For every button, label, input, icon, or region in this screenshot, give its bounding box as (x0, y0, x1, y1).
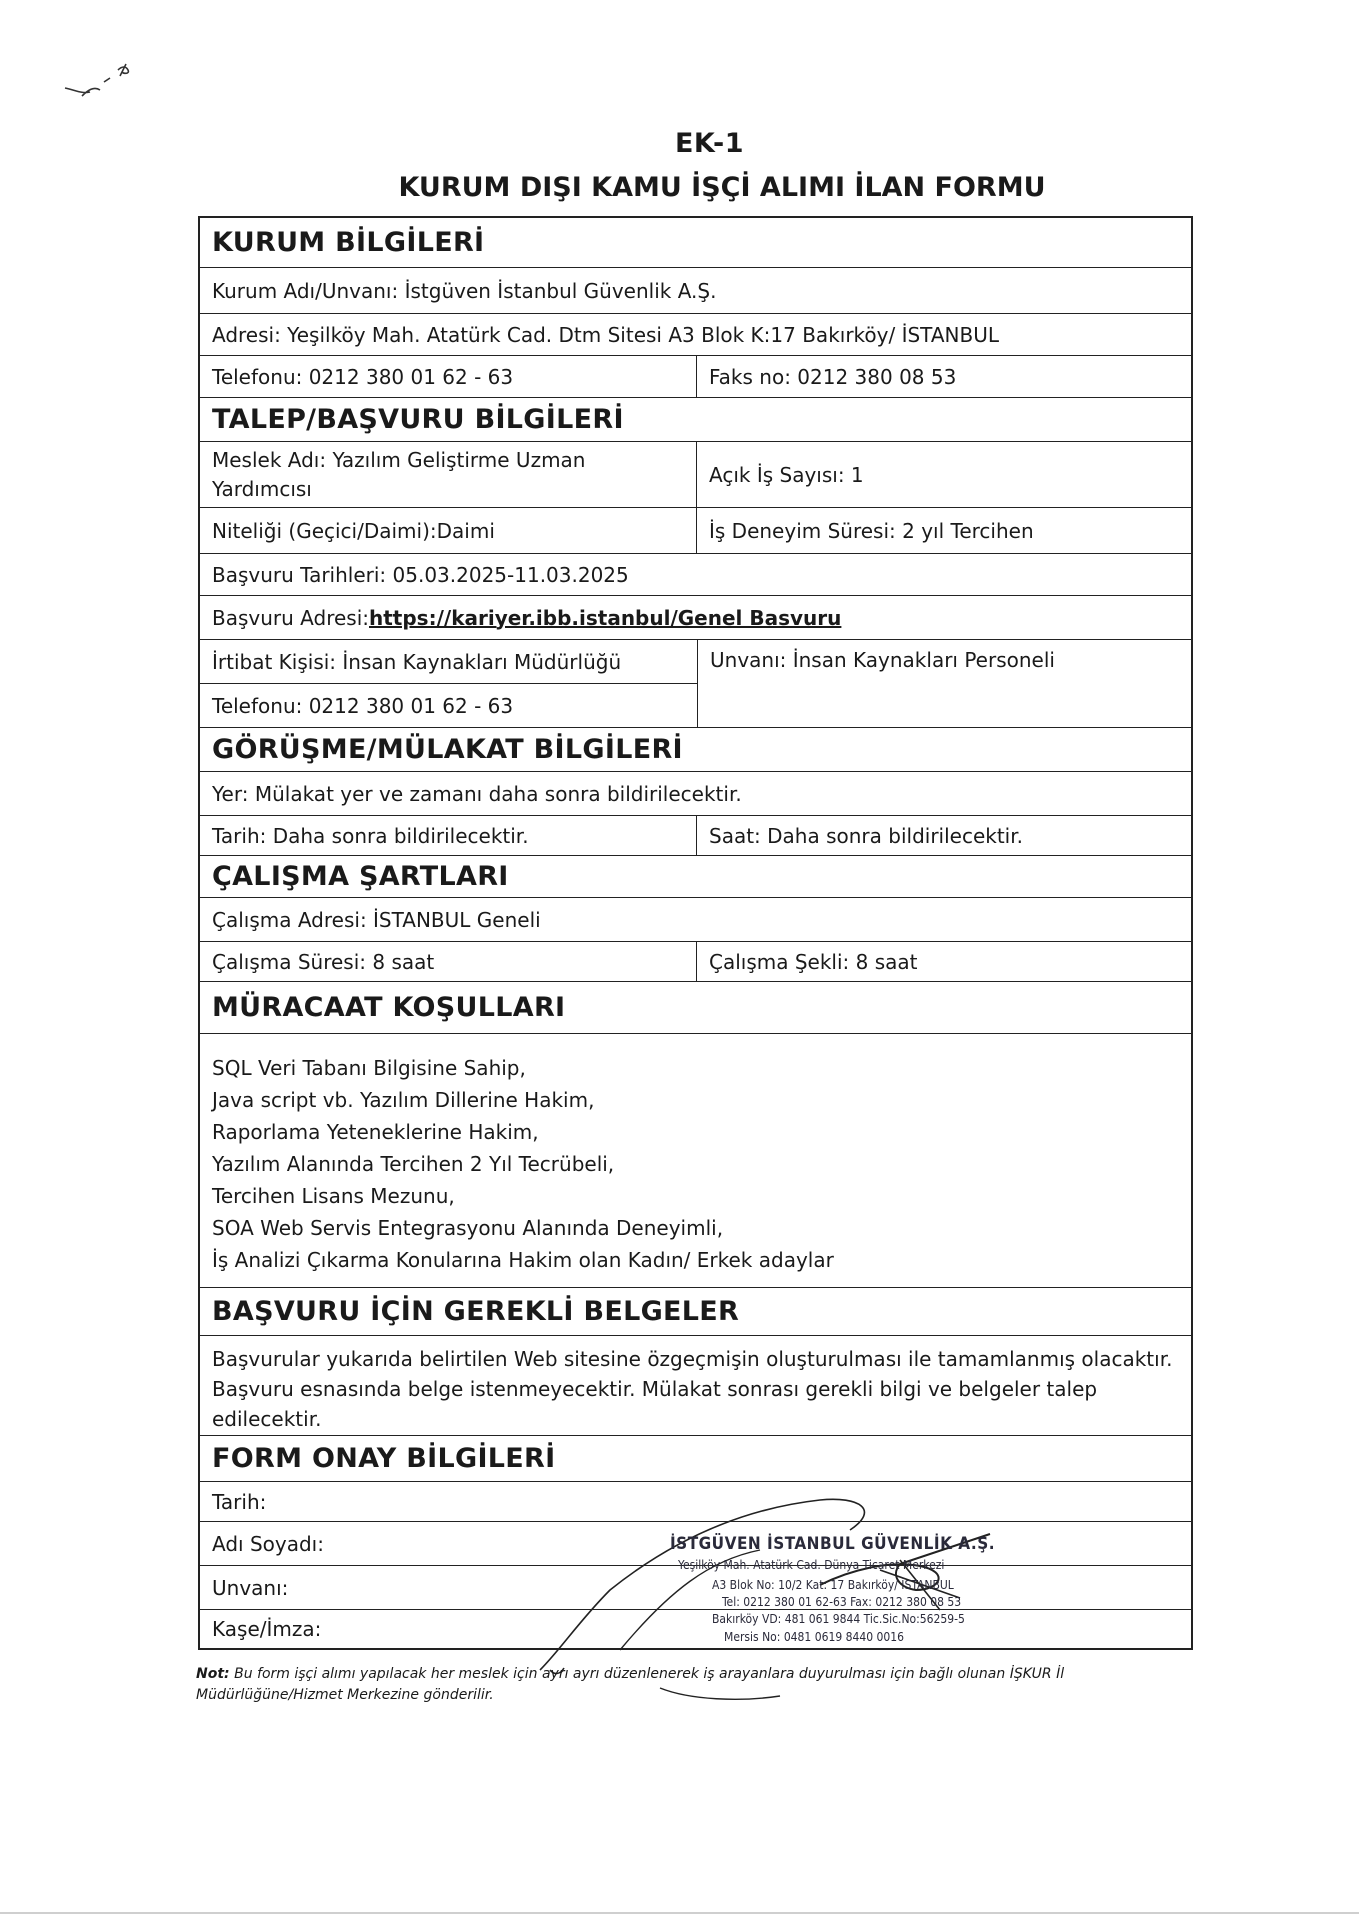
section-header-belgeler (200, 1288, 1191, 1336)
approval-title-label: Unvanı: (212, 1575, 289, 1600)
stamp-line: Mersis No: 0481 0619 8440 0016 (724, 1630, 904, 1644)
list-item: SQL Veri Tabanı Bilgisine Sahip, (212, 1056, 526, 1080)
contact-phone: Telefonu: 0212 380 01 62 - 63 (200, 683, 697, 727)
list-item: İş Analizi Çıkarma Konularına Hakim olan Kadın/ Erkek adaylar (212, 1248, 834, 1272)
section-title: FORM ONAY BİLGİLERİ (212, 1443, 556, 1474)
section-title: TALEP/BAŞVURU BİLGİLERİ (212, 404, 624, 435)
application-address-label: Başvuru Adresi: (212, 605, 369, 630)
section-header-talep (200, 398, 1191, 442)
list-item: SOA Web Servis Entegrasyonu Alanında Deneyimli, (212, 1216, 724, 1240)
section-header-calisma (200, 856, 1191, 898)
work-type: Çalışma Şekli: 8 saat (709, 949, 918, 974)
section-header-kurum (200, 218, 1191, 268)
work-address: Çalışma Adresi: İSTANBUL Geneli (212, 907, 541, 932)
list-item: Tercihen Lisans Mezunu, (212, 1184, 455, 1208)
experience-duration: İş Deneyim Süresi: 2 yıl Tercihen (709, 518, 1034, 543)
work-duration: Çalışma Süresi: 8 saat (200, 942, 697, 981)
section-title: ÇALIŞMA ŞARTLARI (212, 861, 509, 892)
section-header-muracaat (200, 982, 1191, 1034)
approval-name-label: Adı Soyadı: (212, 1531, 324, 1556)
form-title: KURUM DIŞI KAMU İŞÇİ ALIMI İLAN FORMU (398, 172, 1046, 203)
approval-stamp-label: Kaşe/İmza: (212, 1617, 322, 1641)
requirements-list (200, 1034, 846, 1287)
handwritten-mark (60, 60, 150, 110)
section-title: BAŞVURU İÇİN GEREKLİ BELGELER (212, 1296, 740, 1327)
application-dates: Başvuru Tarihleri: 05.03.2025-11.03.2025 (212, 562, 629, 587)
interview-time: Saat: Daha sonra bildirilecektir. (709, 823, 1023, 848)
announcement-form (198, 216, 1193, 1650)
footnote-label: Not: (196, 1666, 230, 1682)
list-item: Yazılım Alanında Tercihen 2 Yıl Tecrübeli, (212, 1152, 615, 1176)
contact-block (200, 640, 698, 727)
list-item: Java script vb. Yazılım Dillerine Hakim, (212, 1088, 595, 1112)
position-nature: Niteliği (Geçici/Daimi):Daimi (200, 508, 697, 553)
stamp-line: İSTGÜVEN İSTANBUL GÜVENLİK A.Ş. (670, 1534, 996, 1554)
approval-date-label: Tarih: (212, 1489, 267, 1514)
scan-edge-divider (0, 1912, 1359, 1914)
occupation-name: Meslek Adı: Yazılım Geliştirme Uzman Yardımcısı (200, 442, 697, 507)
institution-address: Adresi: Yeşilköy Mah. Atatürk Cad. Dtm Sitesi A3 Blok K:17 Bakırköy/ İSTANBUL (212, 322, 999, 347)
stamp-line: A3 Blok No: 10/2 Kat: 17 Bakırköy/ İSTANBUL (712, 1578, 954, 1592)
footnote (196, 1664, 1196, 1706)
section-title: GÖRÜŞME/MÜLAKAT BİLGİLERİ (212, 734, 683, 765)
interview-date: Tarih: Daha sonra bildirilecektir. (200, 816, 697, 855)
stamp-line: Tel: 0212 380 01 62-63 Fax: 0212 380 08 53 (722, 1595, 962, 1609)
stamp-line: Yeşilköy Mah. Atatürk Cad. Dünya Ticaret Merkezi (678, 1558, 945, 1572)
institution-name: Kurum Adı/Unvanı: İstgüven İstanbul Güvenlik A.Ş. (212, 278, 717, 303)
company-stamp (670, 1532, 1040, 1656)
application-url-link[interactable]: https://kariyer.ibb.istanbul/Genel Basvuru (369, 605, 842, 630)
application-address (200, 596, 1191, 639)
interview-place: Yer: Mülakat yer ve zamanı daha sonra bildirilecektir. (212, 781, 742, 806)
section-header-gorusme (200, 728, 1191, 772)
institution-fax: Faks no: 0212 380 08 53 (709, 364, 957, 389)
institution-phone: Telefonu: 0212 380 01 62 - 63 (200, 356, 697, 397)
open-positions: Açık İş Sayısı: 1 (709, 462, 864, 487)
required-documents-text: Başvurular yukarıda belirtilen Web sitesine özgeçmişin oluşturulması ile tamamlanmış olacaktır. Başvuru esnasında belge istenmeyecektir. Mülakat sonrası gerekli bilgi ve belgeler talep edilecektir. (212, 1347, 1173, 1431)
annex-label: EK-1 (674, 128, 744, 159)
contact-title: Unvanı: İnsan Kaynakları Personeli (710, 648, 1055, 672)
section-title: KURUM BİLGİLERİ (212, 227, 485, 258)
stamp-line: Bakırköy VD: 481 061 9844 Tic.Sic.No:56259-5 (712, 1612, 965, 1626)
footnote-text: Bu form işçi alımı yapılacak her meslek için ayrı ayrı düzenlenerek iş arayanlara duyurulması için bağlı olunan İŞKUR İl Müdürlüğüne/Hizmet Merkezine gönderilir. (196, 1666, 1065, 1703)
contact-person: İrtibat Kişisi: İnsan Kaynakları Müdürlüğü (212, 649, 622, 674)
list-item: Raporlama Yeteneklerine Hakim, (212, 1120, 539, 1144)
section-title: MÜRACAAT KOŞULLARI (212, 992, 566, 1023)
